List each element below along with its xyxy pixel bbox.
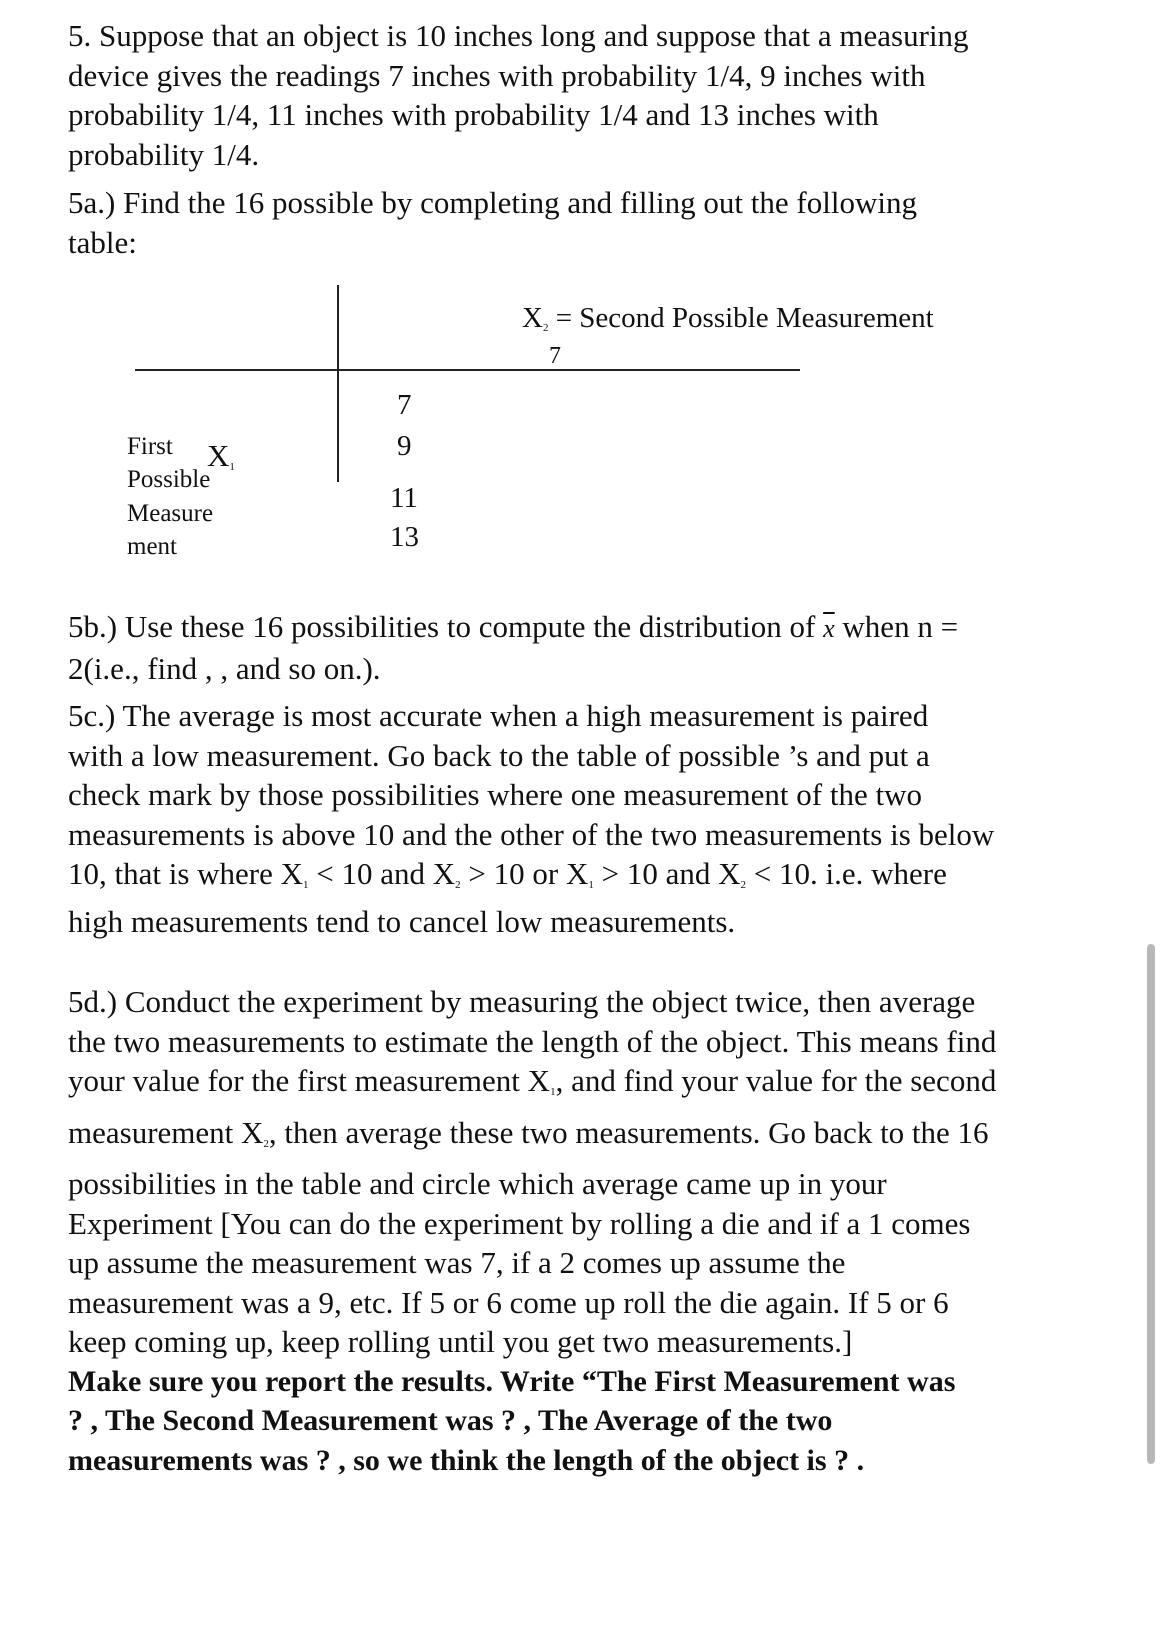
subscript: 2 (455, 879, 461, 891)
text-segment: when n = (834, 609, 959, 644)
text-line: 5c.) The average is most accurate when a high measurement is paired (68, 698, 929, 733)
subscript: 2 (263, 1137, 269, 1150)
table-vertical-rule (337, 285, 339, 482)
subscript: 1 (229, 461, 235, 473)
instruction-bold-line: Make sure you report the results. Write “The First Measurement was (68, 1364, 956, 1398)
subscript: 1 (303, 879, 309, 891)
text-line: measurement was a 9, etc. If 5 or 6 come up roll the die again. If 5 or 6 (68, 1284, 949, 1320)
column-header (522, 302, 934, 335)
text-segment: , and find your value for the second (555, 1063, 997, 1098)
x-bar-symbol: $\overline{x}$ (823, 614, 835, 643)
text-line: device gives the readings 7 inches with probability 1/4, 9 inches with (68, 57, 926, 93)
text-line (68, 1113, 1128, 1161)
subscript: 1 (550, 1086, 556, 1098)
text-line: high measurements tend to cancel low measurements. (68, 903, 736, 939)
text-line: check mark by those possibilities where one measurement of the two (68, 777, 922, 812)
x2-symbol: X (522, 302, 543, 334)
text-segment: > 10 and X (593, 856, 741, 891)
text-line: 5. Suppose that an object is 10 inches long and suppose that a measuring (68, 18, 969, 53)
text-line: probability 1/4, 11 inches with probability 1/4 and 13 inches with (68, 97, 879, 132)
text-line: measurements is above 10 and the other of the two measurements is below (68, 816, 995, 852)
question-5c (68, 696, 1128, 941)
row-label-first: First (127, 433, 173, 460)
vertical-scrollbar[interactable] (1147, 944, 1155, 1464)
question-5b (68, 607, 1128, 688)
text-segment: 5b.) Use these 16 possibilities to compute the distribution of (68, 609, 816, 644)
text-segment: , then average these two measurements. Go back to the 16 (268, 1114, 989, 1150)
text-line: Experiment [You can do the experiment by rolling a die and if a 1 comes (68, 1205, 971, 1241)
question-5 (68, 16, 1128, 174)
text-segment: < 10. i.e. where (746, 856, 947, 891)
row-value: 9 (397, 430, 412, 462)
text-line: with a low measurement. Go back to the table of possible ’s and put a (68, 737, 930, 773)
row-value: 13 (390, 521, 419, 553)
subscript: 2 (740, 879, 747, 891)
text-segment: < 10 and X (308, 856, 456, 891)
x1-symbol (207, 438, 235, 474)
text-line: table: (68, 224, 137, 260)
text-segment: > 10 or X (460, 856, 589, 891)
column-header-label: = Second Possible Measurement (548, 302, 934, 334)
table-horizontal-rule (135, 369, 800, 371)
text-line (68, 1061, 1128, 1109)
row-label-ment: ment (127, 533, 177, 560)
instruction-bold-line: measurements was ? , so we think the length of the object is ? . (68, 1443, 865, 1477)
text-segment: 10, that is where X (68, 856, 304, 891)
row-value: 7 (397, 389, 412, 421)
text-segment: measurement X (68, 1114, 264, 1150)
row-label-possible: Possible (127, 466, 211, 493)
text-line: 5a.) Find the 16 possible by completing and filling out the following (68, 185, 917, 220)
text-line: up assume the measurement was 7, if a 2 comes up assume the (68, 1245, 846, 1280)
text-segment: your value for the first measurement X (68, 1063, 551, 1098)
text-line (68, 607, 1128, 649)
subscript: 1 (588, 879, 594, 891)
question-5d (68, 982, 1128, 1480)
text-line (68, 854, 1128, 902)
text-line: the two measurements to estimate the length of the object. This means find (68, 1023, 997, 1059)
row-label-measure: Measure (127, 500, 214, 527)
question-5a (68, 183, 1128, 262)
text-line: probability 1/4. (68, 136, 260, 172)
instruction-bold-line: ? , The Second Measurement was ? , The Average of the two (68, 1404, 833, 1437)
text-line: 2(i.e., find , , and so on.). (68, 650, 381, 686)
text-line: possibilities in the table and circle which average came up in your (68, 1166, 887, 1201)
column-value-7: 7 (549, 343, 561, 369)
text-line: 5d.) Conduct the experiment by measuring the object twice, then average (68, 984, 976, 1019)
x1-letter: X (207, 438, 230, 473)
subscript: 2 (542, 322, 549, 334)
text-line: keep coming up, keep rolling until you get two measurements.] (68, 1324, 853, 1359)
row-value: 11 (390, 482, 418, 514)
